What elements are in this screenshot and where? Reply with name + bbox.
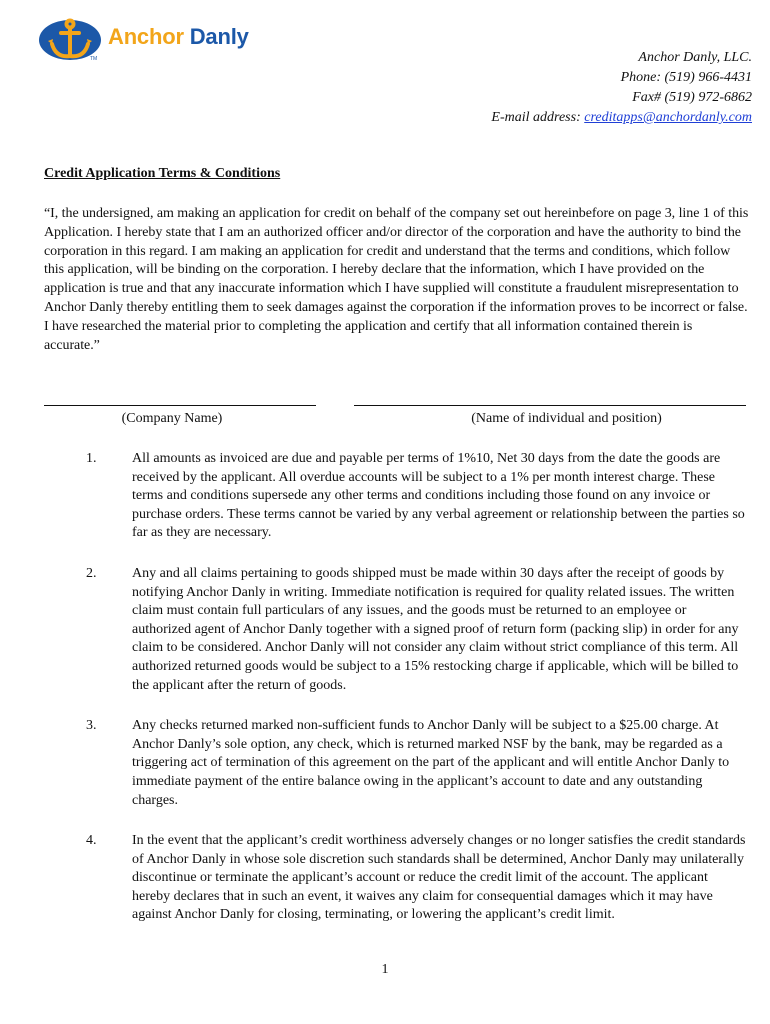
trademark-mark: TM <box>90 56 98 62</box>
terms-list <box>86 450 748 947</box>
term-number: 2. <box>86 565 97 581</box>
logo-word-anchor: Anchor <box>108 24 184 49</box>
company-logo <box>38 18 258 62</box>
email-line <box>352 108 752 128</box>
company-name-label: (Company Name) <box>121 411 223 426</box>
individual-name-label: (Name of individual and position) <box>471 411 662 426</box>
individual-name-signature-line[interactable] <box>354 405 746 406</box>
term-number: 4. <box>86 833 97 849</box>
fax-number: Fax# (519) 972-6862 <box>632 90 752 105</box>
term-item <box>86 450 748 543</box>
email-label: E-mail address: <box>491 110 585 125</box>
company-name: Anchor Danly, LLC. <box>638 50 752 65</box>
contact-block <box>352 48 752 128</box>
term-text: In the event that the applicant’s credit worthiness adversely changes or no longer satisfies the credit standards of Anchor Danly in whose sole discretion such standards shall be determined, Anchor Danly may unilaterally discontinue or terminate the applicant’s account or reduce the credit limit of the account. The applicant hereby declares that in such an event, it waives any claim for consequential damages which it may have against Anchor Danly for closing, terminating, or lowering the applicant’s credit limit. <box>132 833 746 923</box>
term-number: 1. <box>86 451 97 466</box>
term-text: All amounts as invoiced are due and payable per terms of 1%10, Net 30 days from the date the goods are received by the applicant. All overdue accounts will be subject to a 1% per month interest charge. These terms and conditions supersede any other terms and conditions including those found on any invoice or purchase orders. These terms cannot be varied by any verbal agreement or relationship between the parties so far as they are necessary. <box>132 451 745 541</box>
intro-paragraph: “I, the undersigned, am making an application for credit on behalf of the company set out hereinbefore on page 3, line 1 of this Application. I hereby state that I am an authorized officer and/or director of the corporation and have the authority to bind the corporation in this regard. I am making an application for credit and understand that the terms and conditions, which follow this application, will be binding on the corporation. I hereby declare that the information, which I have provided on the application is true and that any inaccurate information which I have supplied will constitute a fraudulent misrepresentation to Anchor Danly thereby entitling them to seek damages against the corporation if the information proves to be incorrect or false. I have researched the material prior to completing the application and certify that all information contained therein is accurate.” <box>44 206 749 353</box>
term-number: 3. <box>86 718 97 734</box>
logo-word-danly: Danly <box>189 24 249 49</box>
term-text: Any and all claims pertaining to goods shipped must be made within 30 days after the receipt of goods by notifying Anchor Danly in writing. Immediate notification is required for quality related issues. The written claim must contain full particulars of any issues, and the goods must be returned to an employee or authorized agent of Anchor Danly together with a signed proof of return form (packing slip) in order for any claim to be considered. Anchor Danly will not consider any claim without strict compliance of this term. All authorized returned goods would be subject to a 15% restocking charge if applicable, which will be billed to the applicant after the return of goods. <box>132 565 739 693</box>
term-text: Any checks returned marked non-sufficient funds to Anchor Danly will be subject to a $25.00 charge. At Anchor Danly’s sole option, any check, which is returned marked NSF by the bank, may be regarded as a triggering act of termination of this agreement on the part of the applicant and will entitle Anchor Danly to immediate payment of the entire balance owing in the applicant’s account to date and any outstanding charges. <box>132 718 730 808</box>
phone-number: Phone: (519) 966-4431 <box>620 70 752 85</box>
email-link[interactable]: creditapps@anchordanly.com <box>584 110 752 125</box>
page-number: 1 <box>381 962 389 977</box>
logo-wordmark <box>108 24 249 50</box>
company-name-signature-line[interactable] <box>44 405 316 406</box>
term-item <box>86 717 748 810</box>
term-item <box>86 832 748 925</box>
section-title: Credit Application Terms & Conditions <box>44 166 281 181</box>
term-item <box>86 565 748 695</box>
